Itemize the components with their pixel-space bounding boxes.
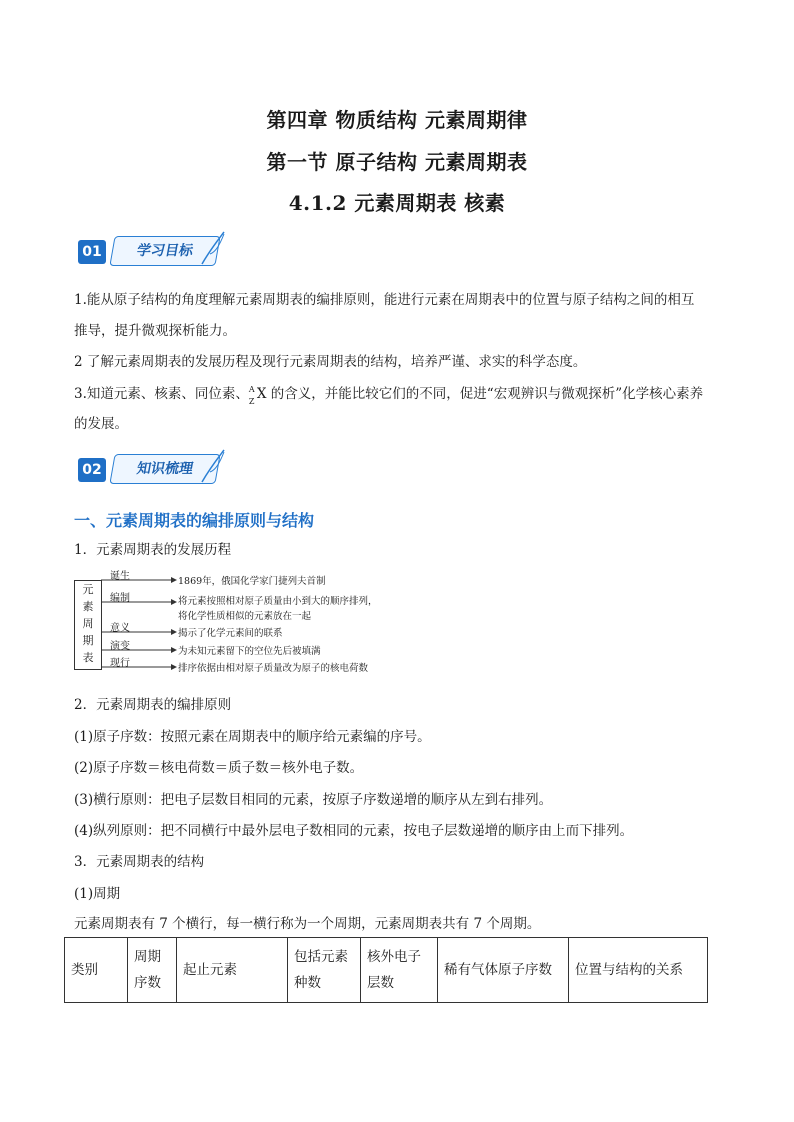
rule-1: (1)原子序数：按照元素在周期表中的顺序给元素编的序号。 xyxy=(74,729,431,745)
section-heading: 一、元素周期表的编排原则与结构 xyxy=(74,511,315,530)
objective-3a: 3.知道元素、核素、同位素、 A Z X 的含义，并能比较它们的不同，促进“宏观辨识与微观探析”化学核心素养 xyxy=(74,384,724,404)
subheading-structure: 3．元素周期表的结构 xyxy=(74,854,205,870)
objective-2: 2 了解元素周期表的发展历程及现行元素周期表的结构，培养严谨、求实的科学态度。 xyxy=(74,354,587,370)
text-evolution: 为未知元素留下的空位先后被填满 xyxy=(178,646,321,657)
text-current: 排序依据由相对原子质量改为原子的核电荷数 xyxy=(178,663,369,674)
label-evolution: 演变 xyxy=(110,641,130,652)
label-compile: 编制 xyxy=(110,593,130,604)
period-table xyxy=(64,937,708,1003)
chapter-title: 第四章 物质结构 元素周期律 xyxy=(266,108,528,132)
subheading-rules: 2．元素周期表的编排原则 xyxy=(74,697,232,713)
history-diagram xyxy=(74,567,394,677)
rule-3: (3)横行原则：把电子层数目相同的元素，按原子序数递增的顺序从左到右排列。 xyxy=(74,792,553,808)
label-birth: 诞生 xyxy=(110,571,130,582)
badge-number: 01 xyxy=(78,240,106,264)
label-current: 现行 xyxy=(110,658,130,669)
table-header-cell: 起止元素 xyxy=(177,938,288,1003)
atomic-number-symbol: Z xyxy=(248,397,255,406)
feather-icon xyxy=(198,230,228,266)
label-meaning: 意义 xyxy=(110,623,130,634)
text-compile-1: 将元素按照相对原子质量由小到大的顺序排列， xyxy=(178,596,378,607)
table-header-cell: 位置与结构的关系 xyxy=(569,938,708,1003)
rule-4: (4)纵列原则：把不同横行中最外层电子数相同的元素，按电子层数递增的顺序由上而下排列。 xyxy=(74,823,634,839)
badge-label: 知识梳理 xyxy=(109,454,220,484)
mass-number-symbol: A xyxy=(248,385,255,394)
objective-1b: 推导，提升微观探析能力。 xyxy=(74,323,236,339)
badge-label: 学习目标 xyxy=(109,236,220,266)
table-header-row xyxy=(65,938,708,1003)
table-header-cell: 类别 xyxy=(65,938,128,1003)
table-header-cell: 包括元素种数 xyxy=(288,938,361,1003)
text-compile-2: 将化学性质相似的元素放在一起 xyxy=(178,611,312,622)
subheading-history: 1．元素周期表的发展历程 xyxy=(74,542,232,558)
table-header-cell: 核外电子层数 xyxy=(361,938,438,1003)
lesson-title: 4.1.2 元素周期表 核素 xyxy=(288,191,506,215)
section-title: 第一节 原子结构 元素周期表 xyxy=(266,150,528,174)
objective-1a: 1.能从原子结构的角度理解元素周期表的编排原则，能进行元素在周期表中的位置与原子结构之间的相互 xyxy=(74,292,695,308)
period-description: 元素周期表有 7 个横行，每一横行称为一个周期，元素周期表共有 7 个周期。 xyxy=(74,916,541,932)
rule-2: (2)原子序数＝核电荷数＝质子数＝核外电子数。 xyxy=(74,760,364,776)
objectives-badge xyxy=(78,232,228,266)
feather-icon xyxy=(198,448,228,484)
subheading-period: (1)周期 xyxy=(74,886,121,902)
text-meaning: 揭示了化学元素间的联系 xyxy=(178,628,283,639)
table-header-cell: 周期序数 xyxy=(128,938,177,1003)
objective-3b: 的发展。 xyxy=(74,416,128,432)
knowledge-badge xyxy=(78,450,228,484)
badge-number: 02 xyxy=(78,458,106,482)
text-birth: 1869年，俄国化学家门捷列夫首制 xyxy=(178,576,326,587)
table-header-cell: 稀有气体原子序数 xyxy=(438,938,569,1003)
periodic-table-box: 元 素 周 期 表 xyxy=(74,580,102,670)
